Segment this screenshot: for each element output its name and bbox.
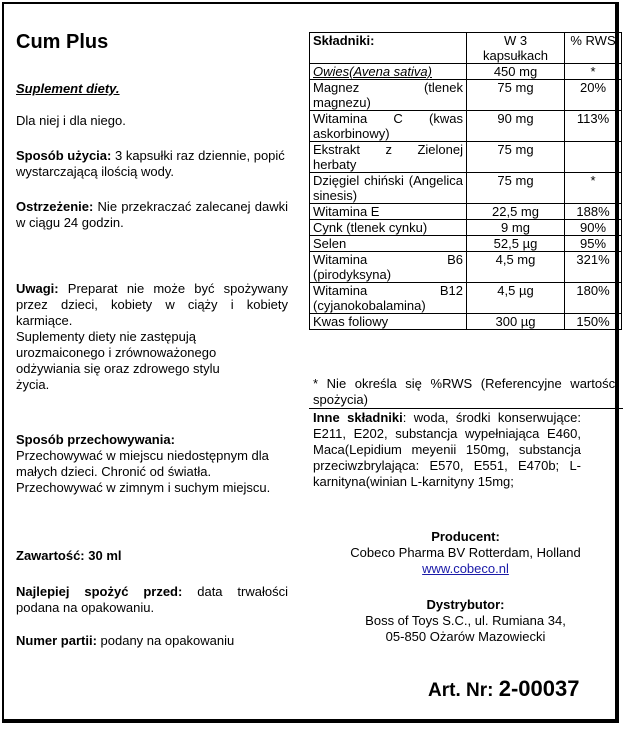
row-name: Dzięgiel chiński (Angelica sinesis)	[310, 173, 467, 204]
product-audience: Dla niej i dla niego.	[16, 113, 126, 128]
header-ingredients: Składniki:	[310, 33, 467, 64]
product-title-block	[16, 31, 288, 53]
batch-text: podany na opakowaniu	[100, 633, 235, 648]
table-row	[310, 204, 622, 220]
table-row	[310, 64, 622, 80]
table-row	[310, 173, 622, 204]
table-row	[310, 314, 622, 330]
other-ingredients	[313, 410, 581, 490]
usage-text: 3 kapsułki raz dziennie, popić wystarczającą ilością wody.	[16, 148, 285, 179]
row-name: Magnez (tlenek magnezu)	[310, 80, 467, 111]
row-name: Selen	[310, 236, 467, 252]
producer-section	[309, 529, 622, 577]
table-row	[310, 142, 622, 173]
ingredients-table-block	[309, 32, 622, 330]
article-number	[428, 676, 579, 702]
row-rws: 188%	[565, 204, 622, 220]
storage-text: Przechowywać w miejscu niedostępnym dla małych dzieci. Chronić od światła. Przechowywać w zimnym i suchym miejscu.	[16, 448, 271, 495]
row-amount: 90 mg	[467, 111, 565, 142]
row-amount: 450 mg	[467, 64, 565, 80]
row-name: Witamina B6 (pirodyksyna)	[310, 252, 467, 283]
header-amount: W 3 kapsułkach	[467, 33, 565, 64]
usage-section	[16, 148, 288, 180]
row-rws: 150%	[565, 314, 622, 330]
row-name: Owies(Avena sativa)	[310, 64, 467, 80]
best-before-text: data trwałości podana na opakowaniu.	[16, 584, 288, 615]
distributor-section	[309, 597, 622, 645]
row-rws: 20%	[565, 80, 622, 111]
row-name: Witamina C (kwas askorbinowy)	[310, 111, 467, 142]
row-rws: 90%	[565, 220, 622, 236]
distributor-label: Dystrybutor:	[426, 597, 505, 612]
footnote-divider	[309, 408, 623, 409]
product-title: Cum Plus	[16, 31, 109, 53]
ingredients-table	[309, 32, 622, 330]
batch-section	[16, 633, 288, 649]
row-name: Witamina B12 (cyjanokobalamina)	[310, 283, 467, 314]
row-rws	[565, 142, 622, 173]
best-before-label: Najlepiej spożyć przed:	[16, 584, 183, 599]
contents-section	[16, 548, 288, 564]
table-row	[310, 236, 622, 252]
row-amount: 75 mg	[467, 142, 565, 173]
row-rws: 321%	[565, 252, 622, 283]
warning-text: Nie przekraczać zalecanej dawki w ciągu 24 godzin.	[16, 199, 288, 230]
row-rws: *	[565, 173, 622, 204]
row-rws: 95%	[565, 236, 622, 252]
table-row	[310, 220, 622, 236]
row-rws: *	[565, 64, 622, 80]
row-amount: 22,5 mg	[467, 204, 565, 220]
row-amount: 4,5 µg	[467, 283, 565, 314]
remarks-section	[16, 281, 288, 329]
remarks-text-2: Suplementy diety nie zastępują urozmaiconego i zrównoważonego odżywiania się oraz zdrowego stylu życia.	[16, 329, 220, 392]
remarks-text: Preparat nie może być spożywany przez dzieci, kobiety w ciąży i kobiety karmiące.	[16, 281, 288, 328]
table-row	[310, 283, 622, 314]
producer-label: Producent:	[431, 529, 500, 544]
distributor-line1: Boss of Toys S.C., ul. Rumiana 34,	[365, 613, 566, 628]
storage-section	[16, 432, 281, 496]
row-name: Kwas foliowy	[310, 314, 467, 330]
usage-label: Sposób użycia:	[16, 148, 112, 163]
product-subtitle-block	[16, 81, 288, 97]
contents-label: Zawartość: 30 ml	[16, 548, 122, 563]
row-amount: 9 mg	[467, 220, 565, 236]
remarks-label: Uwagi:	[16, 281, 59, 296]
batch-label: Numer partii:	[16, 633, 97, 648]
other-text: : woda, środki konserwujące: E211, E202, substancja wypełniająca E460, Maca(Lepidium meyenii 150mg, substancja przeciwzbrylająca: E570, E551, E470b; L-karnityna(winian L-karnityny 15mg;	[313, 410, 581, 489]
article-label: Art. Nr:	[428, 680, 494, 701]
table-header-row	[310, 33, 622, 64]
other-label: Inne składniki	[313, 410, 403, 425]
warning-label: Ostrzeżenie:	[16, 199, 94, 214]
best-before-section	[16, 584, 288, 616]
row-amount: 300 µg	[467, 314, 565, 330]
row-name: Ekstrakt z Zielonej herbaty	[310, 142, 467, 173]
distributor-line2: 05-850 Ożarów Mazowiecki	[385, 629, 546, 644]
rws-footnote: * Nie określa się %RWS (Referencyjne wartości spożycia)	[313, 376, 618, 407]
row-amount: 75 mg	[467, 80, 565, 111]
row-name: Cynk (tlenek cynku)	[310, 220, 467, 236]
table-row	[310, 252, 622, 283]
row-rws: 180%	[565, 283, 622, 314]
row-name: Witamina E	[310, 204, 467, 220]
storage-label: Sposób przechowywania:	[16, 432, 175, 447]
row-rws: 113%	[565, 111, 622, 142]
table-row	[310, 111, 622, 142]
producer-name: Cobeco Pharma BV Rotterdam, Holland	[350, 545, 581, 560]
row-amount: 52,5 µg	[467, 236, 565, 252]
article-value: 2-00037	[498, 676, 580, 701]
producer-link[interactable]: www.cobeco.nl	[422, 561, 509, 576]
row-amount: 75 mg	[467, 173, 565, 204]
warning-section	[16, 199, 288, 231]
table-row	[310, 80, 622, 111]
product-subtitle: Suplement diety.	[16, 81, 120, 96]
header-rws: % RWS	[565, 33, 622, 64]
row-amount: 4,5 mg	[467, 252, 565, 283]
